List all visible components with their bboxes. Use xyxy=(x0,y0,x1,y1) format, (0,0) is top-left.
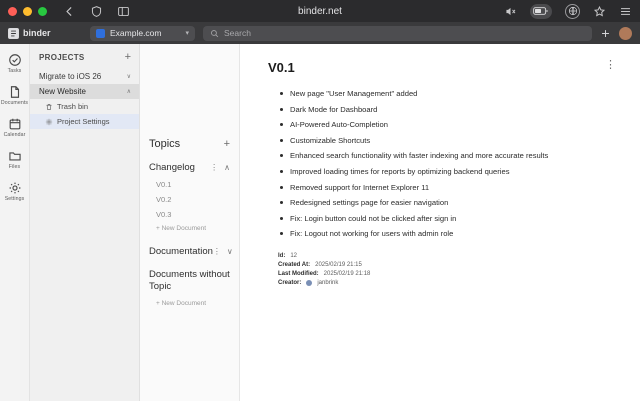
chevron-down-icon: ∨ xyxy=(126,74,131,80)
binder-logo-icon xyxy=(8,28,19,39)
metadata-row-creator xyxy=(278,280,620,286)
rail-item-tasks[interactable] xyxy=(0,52,30,74)
window-title: binder.net xyxy=(298,5,342,17)
rail-item-files[interactable] xyxy=(0,148,30,170)
project-label: New Website xyxy=(39,87,86,96)
metadata-value: janbrink xyxy=(317,279,339,286)
rail-label-documents: Documents xyxy=(0,100,29,106)
projects-header-label: PROJECTS xyxy=(39,53,85,62)
topic-group-label: Documentation xyxy=(149,246,213,257)
rail-label-settings: Settings xyxy=(4,196,25,202)
project-subitem-label: Project Settings xyxy=(57,117,110,126)
battery-icon xyxy=(530,4,552,19)
topic-document-v01[interactable]: V0.1 xyxy=(156,180,172,189)
brand-label: binder xyxy=(23,28,51,38)
app-brand xyxy=(8,28,82,39)
project-label: Migrate to iOS 26 xyxy=(39,72,102,81)
list-item: Improved loading times for reports by optimizing backend queries xyxy=(278,167,620,176)
metadata-value: 12 xyxy=(290,252,298,259)
rail-label-calendar: Calendar xyxy=(3,132,26,138)
list-item: Redesigned settings page for easier navigation xyxy=(278,198,620,207)
list-item: Fix: Logout not working for users with admin role xyxy=(278,229,620,238)
list-item: Customizable Shortcuts xyxy=(278,136,620,145)
projects-panel xyxy=(30,44,140,401)
close-window-button[interactable] xyxy=(8,7,17,16)
back-arrow-icon[interactable] xyxy=(63,5,76,18)
document-header xyxy=(268,60,620,75)
metadata-row-last-modified xyxy=(278,271,620,277)
document-menu-button[interactable]: ⋮ xyxy=(605,59,616,71)
chevron-down-icon: ▾ xyxy=(185,30,189,37)
folder-icon xyxy=(7,148,22,163)
site-favicon-icon xyxy=(96,29,105,38)
topic-document-v03[interactable]: V0.3 xyxy=(156,210,172,219)
add-topic-button[interactable]: + xyxy=(223,137,230,150)
kebab-menu-icon[interactable]: ⋮ xyxy=(212,247,221,256)
calendar-icon xyxy=(7,116,22,131)
rail-item-documents[interactable] xyxy=(0,84,30,106)
toolbar-right xyxy=(600,27,632,40)
minimize-window-button[interactable] xyxy=(23,7,32,16)
metadata-row-created-at xyxy=(278,262,620,268)
new-document-button-changelog[interactable]: + New Document xyxy=(156,225,207,232)
topics-header xyxy=(140,134,239,154)
bookmark-star-icon[interactable] xyxy=(593,5,606,18)
kebab-menu-icon[interactable]: ⋮ xyxy=(210,163,219,172)
metadata-value: 2025/02/19 21:18 xyxy=(323,270,371,277)
chevron-up-icon: ∧ xyxy=(126,89,131,95)
shield-icon[interactable] xyxy=(90,5,103,18)
maximize-window-button[interactable] xyxy=(38,7,47,16)
rail-item-calendar[interactable] xyxy=(0,116,30,138)
chevron-down-icon[interactable]: ∨ xyxy=(226,247,233,256)
site-label: Example.com xyxy=(110,28,162,38)
list-item: New page "User Management" added xyxy=(278,89,620,98)
avatar xyxy=(306,280,312,286)
topic-group-label: Changelog xyxy=(149,162,195,173)
new-tab-icon[interactable] xyxy=(600,28,611,39)
browser-toolbar xyxy=(0,22,640,44)
topic-group-actions xyxy=(213,247,233,256)
rail-item-settings[interactable] xyxy=(0,180,30,202)
changelog-list xyxy=(278,89,620,239)
projects-header xyxy=(30,50,139,69)
chevron-up-icon[interactable]: ∧ xyxy=(224,163,230,172)
project-item-migrate-to-ios-26[interactable] xyxy=(30,69,139,84)
address-bar[interactable] xyxy=(203,26,592,41)
metadata-key: Created At: xyxy=(278,261,311,268)
rail-label-tasks: Tasks xyxy=(7,68,22,74)
metadata-row-id xyxy=(278,253,620,259)
user-avatar[interactable] xyxy=(619,27,632,40)
topic-group-documentation[interactable] xyxy=(140,238,239,261)
menu-icon[interactable] xyxy=(619,5,632,18)
titlebar-left-icons xyxy=(63,5,130,18)
sidebar-toggle-icon[interactable] xyxy=(117,5,130,18)
rail-label-files: Files xyxy=(8,164,21,170)
project-subitem-label: Trash bin xyxy=(57,102,88,111)
metadata-value: 2025/02/19 21:15 xyxy=(315,261,362,268)
topic-document-v02[interactable]: V0.2 xyxy=(156,195,172,204)
metadata-key: Creator: xyxy=(278,279,302,286)
project-subitem-project-settings[interactable] xyxy=(30,114,139,129)
list-item: Removed support for Internet Explorer 11 xyxy=(278,183,620,192)
topic-group-actions xyxy=(210,163,230,172)
traffic-light-buttons[interactable] xyxy=(8,7,47,16)
document-content xyxy=(240,44,640,401)
titlebar-right-icons xyxy=(504,4,632,19)
trash-icon xyxy=(45,103,53,111)
untopiced-documents-section xyxy=(140,261,239,297)
document-metadata xyxy=(278,253,620,286)
address-bar-text: Search xyxy=(224,28,251,38)
list-item: AI-Powered Auto-Completion xyxy=(278,120,620,129)
gear-icon xyxy=(45,118,53,126)
new-document-button-untopiced[interactable]: + New Document xyxy=(156,299,207,307)
search-icon xyxy=(210,29,219,38)
metadata-key: Id: xyxy=(278,252,286,259)
list-item: Dark Mode for Dashboard xyxy=(278,105,620,114)
page-title: V0.1 xyxy=(268,60,295,75)
navigation-rail xyxy=(0,44,30,401)
site-selector[interactable] xyxy=(90,26,195,41)
topic-group-changelog[interactable] xyxy=(140,154,239,177)
untopiced-documents-label: Documents without Topic xyxy=(149,269,230,292)
gear-icon xyxy=(7,180,22,195)
topics-title: Topics xyxy=(149,138,181,150)
metadata-key: Last Modified: xyxy=(278,270,319,277)
document-icon xyxy=(7,84,22,99)
check-circle-icon xyxy=(7,52,22,67)
window-title-bar xyxy=(0,0,640,22)
add-project-button[interactable]: + xyxy=(124,51,131,63)
project-item-new-website[interactable] xyxy=(30,84,139,99)
list-item: Enhanced search functionality with faster indexing and more accurate results xyxy=(278,151,620,160)
app-body xyxy=(0,44,640,401)
globe-icon[interactable] xyxy=(565,4,580,19)
mute-icon[interactable] xyxy=(504,5,517,18)
topics-panel xyxy=(140,44,240,401)
project-subitem-trash-bin[interactable] xyxy=(30,99,139,114)
list-item: Fix: Login button could not be clicked after sign in xyxy=(278,214,620,223)
